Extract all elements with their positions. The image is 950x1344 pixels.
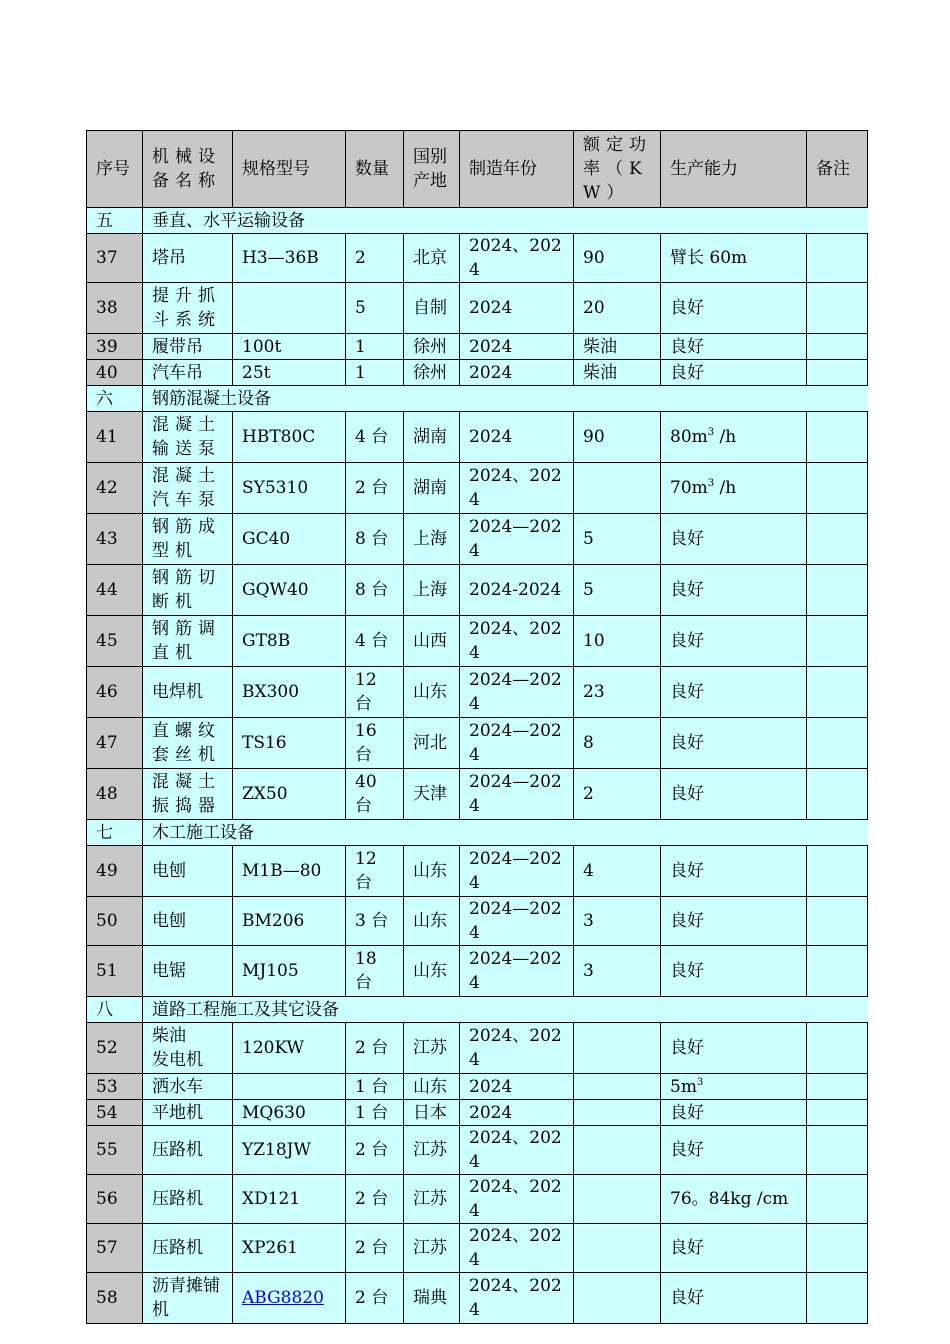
cell-capacity: 良好 [661, 1023, 807, 1074]
cell-no: 40 [87, 360, 143, 386]
cell-capacity: 良好 [661, 769, 807, 820]
header-capacity: 生产能力 [661, 131, 807, 208]
cell-no: 54 [87, 1100, 143, 1126]
cell-note [807, 1023, 868, 1074]
cell-model: HBT80C [233, 412, 346, 463]
cell-note [807, 463, 868, 514]
cell-no: 37 [87, 234, 143, 283]
cell-qty: 2 台 [346, 1273, 404, 1324]
table-row [87, 616, 868, 667]
cell-power: 柴油 [574, 360, 661, 386]
cell-qty: 3 台 [346, 897, 404, 946]
cell-name: 钢筋调直机 [143, 616, 233, 667]
cell-year: 2024、2024 [460, 1273, 574, 1324]
equipment-table [86, 130, 868, 1324]
cell-power [574, 1273, 661, 1324]
cell-model: BX300 [233, 667, 346, 718]
cell-note [807, 334, 868, 360]
header-name: 机械设备名称 [143, 131, 233, 208]
cell-note [807, 667, 868, 718]
cell-year: 2024 [460, 334, 574, 360]
cell-qty: 2 台 [346, 1126, 404, 1175]
cell-origin: 江苏 [404, 1126, 460, 1175]
cell-power [574, 1224, 661, 1273]
cell-power [574, 1175, 661, 1224]
cell-qty: 18 台 [346, 946, 404, 997]
cell-power: 柴油 [574, 334, 661, 360]
cell-name: 平地机 [143, 1100, 233, 1126]
cell-note [807, 1126, 868, 1175]
header-note: 备注 [807, 131, 868, 208]
cell-model: M1B—80 [233, 846, 346, 897]
cell-capacity: 臂长 60m [661, 234, 807, 283]
cell-capacity: 良好 [661, 718, 807, 769]
cell-year: 2024、2024 [460, 1224, 574, 1273]
cell-no: 52 [87, 1023, 143, 1074]
table-row [87, 234, 868, 283]
cell-no: 56 [87, 1175, 143, 1224]
cell-no: 47 [87, 718, 143, 769]
cell-note [807, 283, 868, 334]
cell-year: 2024、2024 [460, 1023, 574, 1074]
cell-power: 8 [574, 718, 661, 769]
header-qty: 数量 [346, 131, 404, 208]
model-link[interactable]: ABG8820 [242, 1288, 324, 1308]
cell-qty: 2 台 [346, 463, 404, 514]
cell-no: 50 [87, 897, 143, 946]
section-title: 垂直、水平运输设备 [143, 208, 868, 234]
cell-origin: 山西 [404, 616, 460, 667]
cell-qty: 12 台 [346, 846, 404, 897]
cell-capacity: $5m^3$ [661, 1074, 807, 1100]
cell-capacity: 良好 [661, 334, 807, 360]
cell-year: 2024—2024 [460, 718, 574, 769]
cell-power [574, 1100, 661, 1126]
cell-no: 44 [87, 565, 143, 616]
section-row [87, 386, 868, 412]
cell-capacity: $80m^3$ /h [661, 412, 807, 463]
cell-name: 直螺纹套丝机 [143, 718, 233, 769]
cell-origin: 湖南 [404, 412, 460, 463]
header-seq: 序号 [87, 131, 143, 208]
cell-model: GT8B [233, 616, 346, 667]
section-id: 六 [87, 386, 143, 412]
cell-no: 45 [87, 616, 143, 667]
section-title: 木工施工设备 [143, 820, 868, 846]
table-row [87, 946, 868, 997]
cell-qty: 8 台 [346, 514, 404, 565]
cell-note [807, 1175, 868, 1224]
cell-no: 57 [87, 1224, 143, 1273]
cell-qty: 2 台 [346, 1023, 404, 1074]
header-year: 制造年份 [460, 131, 574, 208]
cell-model: BM206 [233, 897, 346, 946]
cell-power: 4 [574, 846, 661, 897]
cell-power: 2 [574, 769, 661, 820]
cell-capacity: 良好 [661, 846, 807, 897]
table-row [87, 1023, 868, 1074]
cell-model: MJ105 [233, 946, 346, 997]
cell-name: 汽车吊 [143, 360, 233, 386]
cell-model [233, 1074, 346, 1100]
section-id: 五 [87, 208, 143, 234]
cell-name: 钢筋切断机 [143, 565, 233, 616]
cell-name: 混凝土输送泵 [143, 412, 233, 463]
cell-year: 2024、2024 [460, 1126, 574, 1175]
cell-origin: 山东 [404, 897, 460, 946]
cell-qty: 4 台 [346, 616, 404, 667]
cell-capacity: $70m^3$ /h [661, 463, 807, 514]
cell-note [807, 1100, 868, 1126]
cell-no: 53 [87, 1074, 143, 1100]
header-origin: 国别产地 [404, 131, 460, 208]
cell-power: 3 [574, 897, 661, 946]
cell-origin: 江苏 [404, 1175, 460, 1224]
cell-origin: 江苏 [404, 1224, 460, 1273]
cell-year: 2024、2024 [460, 463, 574, 514]
header-model: 规格型号 [233, 131, 346, 208]
cell-year: 2024 [460, 1074, 574, 1100]
cell-capacity: 良好 [661, 1126, 807, 1175]
cell-qty: 2 台 [346, 1175, 404, 1224]
cell-no: 38 [87, 283, 143, 334]
table-row [87, 334, 868, 360]
table-row [87, 412, 868, 463]
cell-origin: 日本 [404, 1100, 460, 1126]
cell-note [807, 1273, 868, 1324]
cell-qty: 2 [346, 234, 404, 283]
cell-qty: 1 台 [346, 1074, 404, 1100]
section-id: 八 [87, 997, 143, 1023]
cell-origin: 上海 [404, 514, 460, 565]
cell-model: GC40 [233, 514, 346, 565]
cell-power: 5 [574, 514, 661, 565]
cell-model: H3—36B [233, 234, 346, 283]
cell-model: YZ18JW [233, 1126, 346, 1175]
cell-power: 10 [574, 616, 661, 667]
cell-qty: 8 台 [346, 565, 404, 616]
cell-year: 2024、2024 [460, 1175, 574, 1224]
table-row [87, 846, 868, 897]
cell-year: 2024、2024 [460, 616, 574, 667]
cell-qty: 2 台 [346, 1224, 404, 1273]
cell-origin: 徐州 [404, 334, 460, 360]
cell-no: 49 [87, 846, 143, 897]
cell-note [807, 565, 868, 616]
section-row [87, 997, 868, 1023]
header-row [87, 131, 868, 208]
cell-note [807, 616, 868, 667]
cell-note [807, 897, 868, 946]
table-row [87, 360, 868, 386]
cell-name: 压路机 [143, 1175, 233, 1224]
cell-model: GQW40 [233, 565, 346, 616]
cell-year: 2024-2024 [460, 565, 574, 616]
cell-no: 51 [87, 946, 143, 997]
cell-no: 48 [87, 769, 143, 820]
cell-origin: 徐州 [404, 360, 460, 386]
cell-origin: 山东 [404, 846, 460, 897]
table-row [87, 283, 868, 334]
cell-name: 压路机 [143, 1126, 233, 1175]
cell-model: ZX50 [233, 769, 346, 820]
cell-model: XP261 [233, 1224, 346, 1273]
table-row [87, 1224, 868, 1273]
cell-origin: 山东 [404, 667, 460, 718]
cell-year: 2024—2024 [460, 846, 574, 897]
cell-name: 电锯 [143, 946, 233, 997]
cell-power [574, 1126, 661, 1175]
cell-note [807, 1074, 868, 1100]
cell-name: 提升抓斗系统 [143, 283, 233, 334]
cell-name: 电刨 [143, 846, 233, 897]
cell-power [574, 1023, 661, 1074]
cell-name: 柴油 发电机 [143, 1023, 233, 1074]
table-row [87, 1100, 868, 1126]
section-row [87, 208, 868, 234]
cell-year: 2024—2024 [460, 946, 574, 997]
cell-qty: 40 台 [346, 769, 404, 820]
cell-year: 2024 [460, 1100, 574, 1126]
cell-capacity: 76。84kg /cm [661, 1175, 807, 1224]
cell-name: 沥青摊铺机 [143, 1273, 233, 1324]
table-row [87, 667, 868, 718]
cell-origin: 天津 [404, 769, 460, 820]
table-row [87, 565, 868, 616]
cell-capacity: 良好 [661, 1100, 807, 1126]
cell-origin: 自制 [404, 283, 460, 334]
cell-qty: 1 [346, 360, 404, 386]
section-title: 道路工程施工及其它设备 [143, 997, 868, 1023]
cell-model: SY5310 [233, 463, 346, 514]
cell-year: 2024—2024 [460, 897, 574, 946]
cell-note [807, 514, 868, 565]
cell-origin: 湖南 [404, 463, 460, 514]
cell-origin: 江苏 [404, 1023, 460, 1074]
cell-name: 电刨 [143, 897, 233, 946]
cell-no: 41 [87, 412, 143, 463]
cell-name: 洒水车 [143, 1074, 233, 1100]
cell-qty: 1 [346, 334, 404, 360]
cell-qty: 1 台 [346, 1100, 404, 1126]
cell-power [574, 463, 661, 514]
cell-no: 42 [87, 463, 143, 514]
cell-capacity: 良好 [661, 1224, 807, 1273]
cell-capacity: 良好 [661, 283, 807, 334]
cell-origin: 上海 [404, 565, 460, 616]
cell-power [574, 1074, 661, 1100]
header-power: 额定功率（KW） [574, 131, 661, 208]
cell-note [807, 412, 868, 463]
cell-year: 2024、2024 [460, 234, 574, 283]
cell-capacity: 良好 [661, 616, 807, 667]
cell-power: 20 [574, 283, 661, 334]
cell-qty: 5 [346, 283, 404, 334]
cell-capacity: 良好 [661, 667, 807, 718]
cell-name: 履带吊 [143, 334, 233, 360]
cell-name: 电焊机 [143, 667, 233, 718]
cell-note [807, 946, 868, 997]
cell-origin: 山东 [404, 1074, 460, 1100]
cell-model: 100t [233, 334, 346, 360]
cell-year: 2024—2024 [460, 667, 574, 718]
cell-year: 2024 [460, 283, 574, 334]
cell-capacity: 良好 [661, 565, 807, 616]
cell-note [807, 718, 868, 769]
cell-origin: 河北 [404, 718, 460, 769]
section-id: 七 [87, 820, 143, 846]
cell-year: 2024 [460, 360, 574, 386]
cell-no: 39 [87, 334, 143, 360]
cell-name: 混凝土振捣器 [143, 769, 233, 820]
cell-note [807, 360, 868, 386]
cell-note [807, 234, 868, 283]
cell-origin: 山东 [404, 946, 460, 997]
cell-no: 43 [87, 514, 143, 565]
cell-qty: 4 台 [346, 412, 404, 463]
section-row [87, 820, 868, 846]
cell-model: XD121 [233, 1175, 346, 1224]
cell-model [233, 1273, 346, 1324]
cell-no: 46 [87, 667, 143, 718]
cell-origin: 北京 [404, 234, 460, 283]
cell-model: TS16 [233, 718, 346, 769]
cell-no: 55 [87, 1126, 143, 1175]
cell-power: 5 [574, 565, 661, 616]
table-row [87, 769, 868, 820]
table-row [87, 1074, 868, 1100]
cell-name: 塔吊 [143, 234, 233, 283]
cell-model: MQ630 [233, 1100, 346, 1126]
table-row [87, 718, 868, 769]
cell-name: 钢筋成型机 [143, 514, 233, 565]
cell-note [807, 769, 868, 820]
cell-power: 23 [574, 667, 661, 718]
cell-qty: 12 台 [346, 667, 404, 718]
cell-model: 120KW [233, 1023, 346, 1074]
cell-no: 58 [87, 1273, 143, 1324]
cell-power: 90 [574, 234, 661, 283]
cell-capacity: 良好 [661, 514, 807, 565]
cell-note [807, 846, 868, 897]
cell-name: 混凝土汽车泵 [143, 463, 233, 514]
cell-capacity: 良好 [661, 360, 807, 386]
table-row [87, 1175, 868, 1224]
cell-year: 2024—2024 [460, 514, 574, 565]
cell-note [807, 1224, 868, 1273]
cell-origin: 瑞典 [404, 1273, 460, 1324]
cell-name: 压路机 [143, 1224, 233, 1273]
cell-capacity: 良好 [661, 897, 807, 946]
cell-qty: 16 台 [346, 718, 404, 769]
cell-capacity: 良好 [661, 946, 807, 997]
cell-year: 2024 [460, 412, 574, 463]
table-row [87, 897, 868, 946]
table-row [87, 463, 868, 514]
table-row [87, 1273, 868, 1324]
table-row [87, 1126, 868, 1175]
table-row [87, 514, 868, 565]
cell-year: 2024—2024 [460, 769, 574, 820]
cell-power: 3 [574, 946, 661, 997]
cell-capacity: 良好 [661, 1273, 807, 1324]
section-title: 钢筋混凝土设备 [143, 386, 868, 412]
cell-model: 25t [233, 360, 346, 386]
cell-model [233, 283, 346, 334]
cell-power: 90 [574, 412, 661, 463]
